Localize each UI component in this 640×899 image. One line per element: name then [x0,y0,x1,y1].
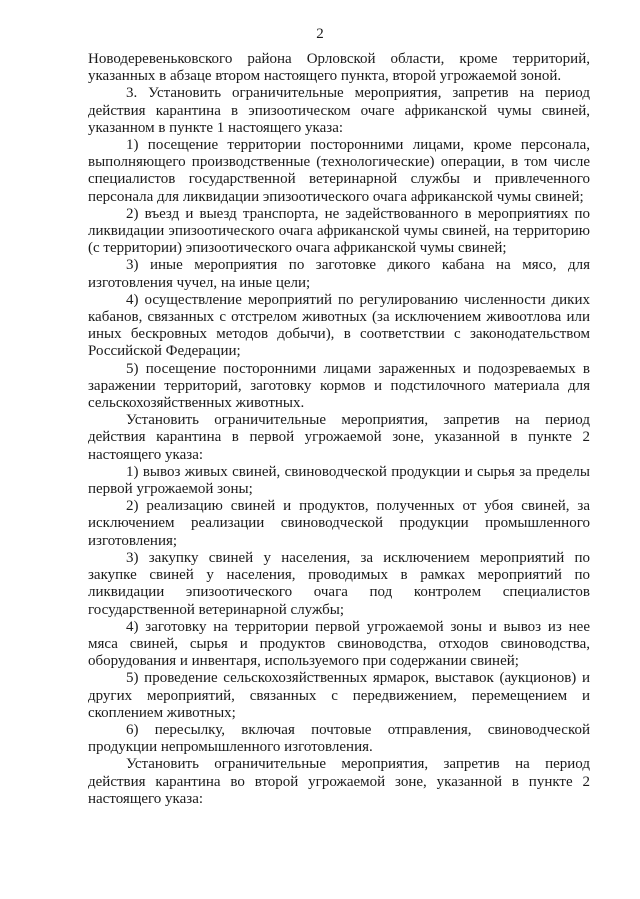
page-number: 2 [316,26,324,42]
paragraph-focus-item-4: 4) осуществление мероприятий по регулированию численности диких кабанов, связанных с отстрелом животных (за исключением живоотлова или иных бескровных методов добычи), в соответствии с законодательством Российской Федерации; [88,291,590,360]
paragraph-first-zone-item-6: 6) пересылку, включая почтовые отправления, свиноводческой продукции непромышленного изготовления. [88,721,590,756]
paragraph-first-zone-item-1: 1) вывоз живых свиней, свиноводческой продукции и сырья за пределы первой угрожаемой зоны; [88,463,590,498]
paragraph-focus-item-2: 2) въезд и выезд транспорта, не задействованного в мероприятиях по ликвидации эпизоотического очага африканской чумы свиней, на территорию (с территории) эпизоотического очага африканской чумы свиней; [88,205,590,257]
paragraph-first-zone-item-2: 2) реализацию свиней и продуктов, полученных от убоя свиней, за исключением реализации свиноводческой продукции промышленного изготовления; [88,498,590,549]
paragraph-second-zone-intro: Установить ограничительные мероприятия, запретив на период действия карантина во второй угрожаемой зоне, указанной в пункте 2 настоящего указа: [88,756,590,807]
paragraph-focus-item-5: 5) посещение посторонними лицами зараженных и подозреваемых в заражении территорий, заготовку кормов и подстилочного материала для сельскохозяйственных животных. [88,360,590,412]
paragraph-continuation: Новодеревеньковского района Орловской области, кроме территорий, указанных в абзаце втором настоящего пункта, второй угрожаемой зоной. [88,51,590,85]
paragraph-focus-item-1: 1) посещение территории посторонними лицами, кроме персонала, выполняющего производственные (технологические) операции, в том числе специалистов государственной ветеринарной службы и привлеченного персонала для ликвидации эпизоотического очага африканской чумы свиней; [88,137,590,205]
paragraph-item-3-intro: 3. Установить ограничительные мероприятия, запретив на период действия карантина в эпизоотическом очаге африканской чумы свиней, указанном в пункте 1 настоящего указа: [88,85,590,136]
paragraph-first-zone-intro: Установить ограничительные мероприятия, запретив на период действия карантина в первой угрожаемой зоне, указанной в пункте 2 настоящего указа: [88,412,590,463]
paragraph-first-zone-item-3: 3) закупку свиней у населения, за исключением мероприятий по закупке свиней у населения, проводимых в рамках мероприятий по ликвидации эпизоотического очага под контролем специалистов государственной ветеринарной службы; [88,549,590,618]
paragraph-first-zone-item-5: 5) проведение сельскохозяйственных ярмарок, выставок (аукционов) и других мероприятий, связанных с передвижением, перемещением и скоплением животных; [88,670,590,721]
document-body [88,51,590,808]
paragraph-first-zone-item-4: 4) заготовку на территории первой угрожаемой зоны и вывоз из нее мяса свиней, сырья и продуктов свиноводства, отходов свиноводства, оборудования и инвентаря, используемого при содержании свиней; [88,618,590,670]
paragraph-focus-item-3: 3) иные мероприятия по заготовке дикого кабана на мясо, для изготовления чучел, на иные цели; [88,257,590,291]
